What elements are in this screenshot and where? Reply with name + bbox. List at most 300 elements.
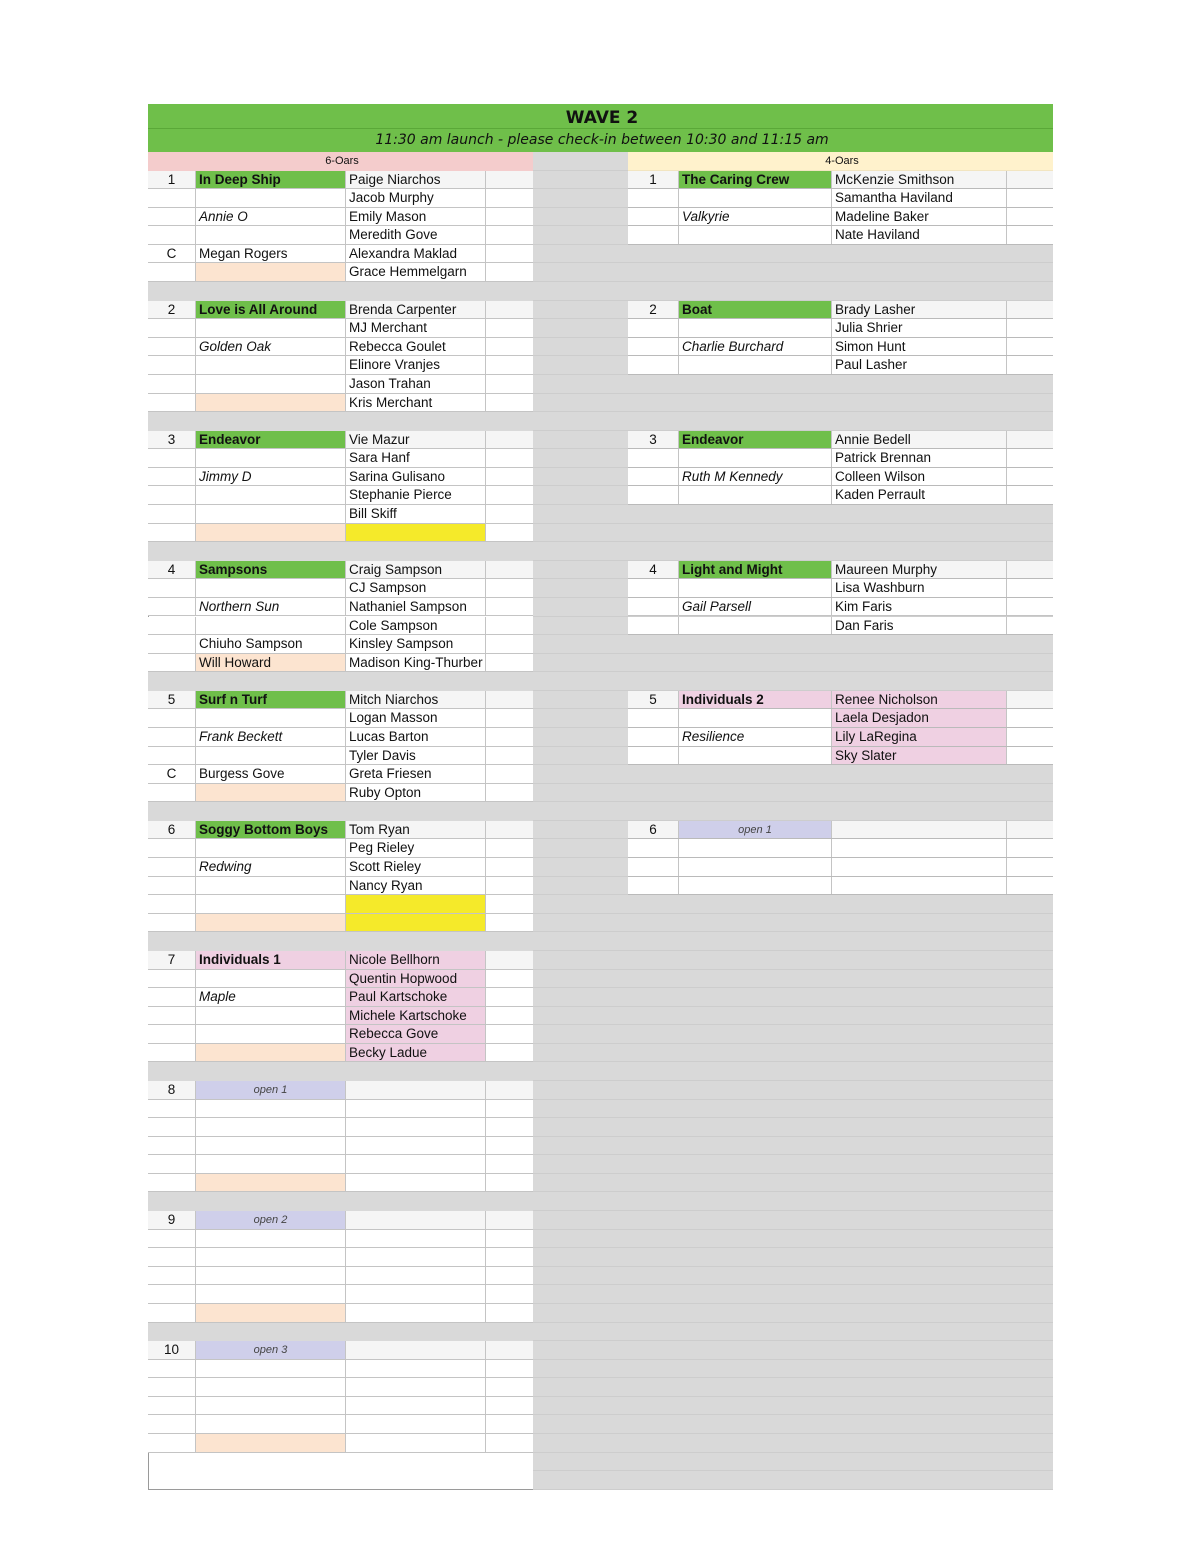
note-cell xyxy=(485,914,533,933)
team-column-cell xyxy=(678,839,831,858)
note-cell xyxy=(485,579,533,598)
rower-name: Kris Merchant xyxy=(345,394,485,413)
team-column-cell xyxy=(195,877,345,896)
note-cell xyxy=(1006,189,1053,208)
cox-name: Megan Rogers xyxy=(195,245,345,264)
grid-line xyxy=(533,1043,1053,1044)
grid-line xyxy=(533,262,1053,263)
grid-line xyxy=(533,1340,1053,1341)
team-column-cell xyxy=(195,1285,345,1304)
boat-number-cell xyxy=(148,1007,195,1026)
team-column-cell xyxy=(678,449,831,468)
boat-number-cell xyxy=(148,654,195,673)
boat-number-cell xyxy=(148,1434,195,1453)
team-column-cell xyxy=(195,486,345,505)
note-cell xyxy=(485,821,533,840)
rower-name xyxy=(831,821,1006,840)
rower-name: Craig Sampson xyxy=(345,561,485,580)
note-cell xyxy=(1006,301,1053,320)
boat-number-cell xyxy=(148,598,195,617)
team-column-cell xyxy=(195,505,345,524)
grid-line xyxy=(533,467,1053,468)
team-column-cell xyxy=(195,449,345,468)
boat-number-cell xyxy=(628,877,678,896)
boat-name: Frank Beckett xyxy=(195,728,345,747)
rower-name: Maureen Murphy xyxy=(831,561,1006,580)
boat-number-cell xyxy=(628,226,678,245)
boat-name: Jimmy D xyxy=(195,468,345,487)
block-spacer xyxy=(148,1323,533,1342)
rower-name: Elinore Vranjes xyxy=(345,356,485,375)
rower-name: Colleen Wilson xyxy=(831,468,1006,487)
rower-name: Laela Desjadon xyxy=(831,709,1006,728)
extra-slot xyxy=(195,914,345,933)
rower-name: Lily LaRegina xyxy=(831,728,1006,747)
boat-number-cell xyxy=(148,970,195,989)
rower-name: Brady Lasher xyxy=(831,301,1006,320)
rower-name: Bill Skiff xyxy=(345,505,485,524)
team-name: open 1 xyxy=(195,1081,345,1100)
boat-number: 6 xyxy=(628,821,678,840)
boat-name: Annie O xyxy=(195,208,345,227)
note-cell xyxy=(1006,691,1053,710)
note-cell xyxy=(485,1025,533,1044)
rower-name xyxy=(345,1211,485,1230)
note-cell xyxy=(485,524,533,543)
block-spacer xyxy=(148,802,533,821)
boat-number-cell xyxy=(148,524,195,543)
rower-name xyxy=(345,1378,485,1397)
team-name: Endeavor xyxy=(195,431,345,450)
team-column-cell xyxy=(678,747,831,766)
rower-name: Brenda Carpenter xyxy=(345,301,485,320)
team-name: In Deep Ship xyxy=(195,171,345,190)
boat-number-cell xyxy=(148,1100,195,1119)
team-column-cell xyxy=(195,839,345,858)
grid-line xyxy=(533,374,1053,375)
grid-line xyxy=(533,671,1053,672)
team-column-cell xyxy=(195,226,345,245)
grid-line xyxy=(533,597,1053,598)
boat-number-cell xyxy=(148,1397,195,1416)
boat-number-cell xyxy=(628,356,678,375)
rower-name: Patrick Brennan xyxy=(831,449,1006,468)
boat-name: Golden Oak xyxy=(195,338,345,357)
boat-name: Resilience xyxy=(678,728,831,747)
rower-name xyxy=(345,1304,485,1323)
grid-line xyxy=(533,1489,1053,1490)
rower-name: Paige Niarchos xyxy=(345,171,485,190)
team-column-cell xyxy=(195,1137,345,1156)
boat-name: Gail Parsell xyxy=(678,598,831,617)
rower-name: Alexandra Maklad xyxy=(345,245,485,264)
team-name: Sampsons xyxy=(195,561,345,580)
grid-line xyxy=(533,430,1053,431)
note-cell xyxy=(485,617,533,636)
team-column-cell xyxy=(195,617,345,636)
grid-line xyxy=(533,913,1053,914)
note-cell xyxy=(485,226,533,245)
team-name: Endeavor xyxy=(678,431,831,450)
rower-name: Sky Slater xyxy=(831,747,1006,766)
rower-name: Julia Shrier xyxy=(831,319,1006,338)
note-cell xyxy=(485,728,533,747)
team-column-cell xyxy=(678,579,831,598)
note-cell xyxy=(485,208,533,227)
note-cell xyxy=(485,1267,533,1286)
grid-line xyxy=(533,764,1053,765)
note-cell xyxy=(485,1007,533,1026)
team-column-cell xyxy=(678,226,831,245)
grid-line xyxy=(533,485,1053,486)
boat-number-cell xyxy=(628,449,678,468)
boat-number-cell xyxy=(148,1155,195,1174)
note-cell xyxy=(485,839,533,858)
boat-number-cell xyxy=(148,208,195,227)
team-column-cell xyxy=(678,877,831,896)
note-cell xyxy=(485,1100,533,1119)
note-cell xyxy=(485,988,533,1007)
team-column-cell xyxy=(195,1248,345,1267)
note-cell xyxy=(1006,579,1053,598)
team-column-cell xyxy=(195,319,345,338)
note-cell xyxy=(1006,617,1053,636)
block-spacer xyxy=(148,1062,533,1081)
grid-line xyxy=(533,523,1053,524)
team-name: Individuals 1 xyxy=(195,951,345,970)
boat-number-cell xyxy=(148,375,195,394)
boat-number-cell xyxy=(148,356,195,375)
rower-name: CJ Sampson xyxy=(345,579,485,598)
note-cell xyxy=(485,394,533,413)
note-cell xyxy=(1006,598,1053,617)
rower-name: Tom Ryan xyxy=(345,821,485,840)
grid-line xyxy=(533,1080,1053,1081)
note-cell xyxy=(485,635,533,654)
rower-name: Vie Mazur xyxy=(345,431,485,450)
rower-name xyxy=(345,1360,485,1379)
rower-name: Quentin Hopwood xyxy=(345,970,485,989)
grid-line xyxy=(533,1136,1053,1137)
note-cell xyxy=(485,338,533,357)
team-name: Love is All Around xyxy=(195,301,345,320)
note-cell xyxy=(485,1285,533,1304)
cox-name: Chiuho Sampson xyxy=(195,635,345,654)
note-cell xyxy=(1006,208,1053,227)
team-column-cell xyxy=(195,747,345,766)
boat-number-cell xyxy=(148,1137,195,1156)
grid-line xyxy=(533,857,1053,858)
boat-number-cell xyxy=(148,338,195,357)
extra-slot xyxy=(195,1044,345,1063)
team-name: open 3 xyxy=(195,1341,345,1360)
team-column-cell xyxy=(678,356,831,375)
boat-number-cell xyxy=(148,1174,195,1193)
note-cell xyxy=(1006,561,1053,580)
boat-number-cell xyxy=(148,914,195,933)
boat-number-cell xyxy=(148,1248,195,1267)
boat-number-cell xyxy=(148,189,195,208)
rower-name xyxy=(345,1100,485,1119)
rower-name xyxy=(345,1137,485,1156)
rower-name: MJ Merchant xyxy=(345,319,485,338)
team-column-cell xyxy=(195,1378,345,1397)
grid-line xyxy=(533,448,1053,449)
boat-number: 1 xyxy=(628,171,678,190)
grid-line xyxy=(533,969,1053,970)
boat-number-cell xyxy=(148,1415,195,1434)
rower-name: Michele Kartschoke xyxy=(345,1007,485,1026)
note-cell xyxy=(485,709,533,728)
grid-line xyxy=(533,1006,1053,1007)
boat-number-cell xyxy=(148,895,195,914)
note-cell xyxy=(485,301,533,320)
boat-number-cell xyxy=(628,858,678,877)
boat-number-cell xyxy=(148,1378,195,1397)
grid-line xyxy=(533,1322,1053,1323)
boat-name: Charlie Burchard xyxy=(678,338,831,357)
boat-number-cell xyxy=(148,226,195,245)
grid-line xyxy=(533,578,1053,579)
extra-slot xyxy=(195,1174,345,1193)
note-cell xyxy=(485,505,533,524)
note-cell xyxy=(485,486,533,505)
team-column-cell xyxy=(195,709,345,728)
grid-line xyxy=(533,393,1053,394)
team-column-cell xyxy=(195,1267,345,1286)
grid-line xyxy=(533,1303,1053,1304)
boat-number: 2 xyxy=(148,301,195,320)
rower-name: Paul Lasher xyxy=(831,356,1006,375)
boat-number-cell xyxy=(628,579,678,598)
cox-label: C xyxy=(148,245,195,264)
page-subtitle: 11:30 am launch - please check-in between 10:30 and 11:15 am xyxy=(375,132,829,148)
note-cell xyxy=(1006,171,1053,190)
boat-number-cell xyxy=(148,858,195,877)
note-cell xyxy=(485,356,533,375)
team-column-cell xyxy=(195,1100,345,1119)
grid-line xyxy=(533,188,1053,189)
grid-line xyxy=(533,708,1053,709)
team-column-cell xyxy=(195,895,345,914)
page-title: WAVE 2 xyxy=(565,108,639,128)
grid-line xyxy=(533,170,1053,171)
rower-name xyxy=(345,1341,485,1360)
rower-name xyxy=(345,914,485,933)
extra-slot xyxy=(195,263,345,282)
grid-line xyxy=(533,337,1053,338)
note-cell xyxy=(485,951,533,970)
extra-slot xyxy=(195,1434,345,1453)
rower-name xyxy=(831,839,1006,858)
rower-name: Madison King-Thurber xyxy=(345,654,485,673)
boat-number-cell xyxy=(628,598,678,617)
note-cell xyxy=(485,598,533,617)
team-name: Individuals 2 xyxy=(678,691,831,710)
rower-name xyxy=(345,1267,485,1286)
rower-name: Kaden Perrault xyxy=(831,486,1006,505)
extra-name: Will Howard xyxy=(195,654,345,673)
grid-line xyxy=(533,1396,1053,1397)
boat-number: 4 xyxy=(148,561,195,580)
section-label-6-oars: 6-Oars xyxy=(148,152,533,171)
boat-number: 6 xyxy=(148,821,195,840)
note-cell xyxy=(1006,486,1053,505)
team-column-cell xyxy=(195,579,345,598)
boat-name: Maple xyxy=(195,988,345,1007)
note-cell xyxy=(485,895,533,914)
boat-name: Valkyrie xyxy=(678,208,831,227)
boat-number: 5 xyxy=(148,691,195,710)
note-cell xyxy=(485,1081,533,1100)
grid-line xyxy=(533,1247,1053,1248)
note-cell xyxy=(1006,338,1053,357)
rower-name: Sara Hanf xyxy=(345,449,485,468)
boat-number-cell xyxy=(148,263,195,282)
rower-name xyxy=(345,524,485,543)
grid-line xyxy=(533,1024,1053,1025)
grid-line xyxy=(533,653,1053,654)
rower-name xyxy=(345,895,485,914)
boat-number-cell xyxy=(148,1285,195,1304)
grid-line xyxy=(533,931,1053,932)
rower-name: Samantha Haviland xyxy=(831,189,1006,208)
grid-line xyxy=(533,411,1053,412)
note-cell xyxy=(485,561,533,580)
note-cell xyxy=(485,171,533,190)
rower-name: Paul Kartschoke xyxy=(345,988,485,1007)
rower-name: Logan Masson xyxy=(345,709,485,728)
boat-number: 3 xyxy=(148,431,195,450)
note-cell xyxy=(485,858,533,877)
team-name: open 1 xyxy=(678,821,831,840)
team-name: Light and Might xyxy=(678,561,831,580)
rower-name: Annie Bedell xyxy=(831,431,1006,450)
rower-name: Peg Rieley xyxy=(345,839,485,858)
grid-line xyxy=(533,355,1053,356)
grid-line xyxy=(533,1210,1053,1211)
section-label-4-oars: 4-Oars xyxy=(628,152,1053,171)
team-column-cell xyxy=(195,1007,345,1026)
block-spacer xyxy=(148,932,533,951)
boat-number-cell xyxy=(628,747,678,766)
boat-number-cell xyxy=(148,505,195,524)
rower-name: Dan Faris xyxy=(831,617,1006,636)
team-column-cell xyxy=(195,356,345,375)
rower-name: Mitch Niarchos xyxy=(345,691,485,710)
rower-name: Grace Hemmelgarn xyxy=(345,263,485,282)
rower-name xyxy=(345,1118,485,1137)
rower-name: Simon Hunt xyxy=(831,338,1006,357)
rower-name xyxy=(345,1397,485,1416)
boat-number-cell xyxy=(148,839,195,858)
rower-name: Jacob Murphy xyxy=(345,189,485,208)
grid-line xyxy=(533,1414,1053,1415)
note-cell xyxy=(485,1415,533,1434)
team-column-cell xyxy=(195,1397,345,1416)
boat-number-cell xyxy=(628,728,678,747)
boat-name: Ruth M Kennedy xyxy=(678,468,831,487)
team-column-cell xyxy=(195,970,345,989)
rower-name xyxy=(345,1248,485,1267)
note-cell xyxy=(1006,858,1053,877)
boat-number-cell xyxy=(148,468,195,487)
note-cell xyxy=(1006,226,1053,245)
note-cell xyxy=(485,1137,533,1156)
grid-line xyxy=(533,225,1053,226)
block-spacer xyxy=(148,672,533,691)
boat-number-cell xyxy=(628,839,678,858)
boat-number-cell xyxy=(148,394,195,413)
grid-line xyxy=(533,801,1053,802)
cox-name: Burgess Gove xyxy=(195,765,345,784)
boat-number-cell xyxy=(148,1118,195,1137)
boat-number: 10 xyxy=(148,1341,195,1360)
rower-name xyxy=(345,1230,485,1249)
note-cell xyxy=(485,1118,533,1137)
boat-number-cell xyxy=(628,208,678,227)
note-cell xyxy=(485,654,533,673)
boat-number-cell xyxy=(148,1044,195,1063)
team-column-cell xyxy=(195,1155,345,1174)
team-name: Surf n Turf xyxy=(195,691,345,710)
rower-name: Kim Faris xyxy=(831,598,1006,617)
rower-name: Nate Haviland xyxy=(831,226,1006,245)
note-cell xyxy=(1006,449,1053,468)
note-cell xyxy=(485,1378,533,1397)
boat-number: 5 xyxy=(628,691,678,710)
grid-line xyxy=(533,838,1053,839)
grid-line xyxy=(533,504,1053,505)
rower-name: Emily Mason xyxy=(345,208,485,227)
team-column-cell xyxy=(195,1415,345,1434)
team-column-cell xyxy=(195,1118,345,1137)
team-column-cell xyxy=(195,189,345,208)
note-cell xyxy=(1006,839,1053,858)
note-cell xyxy=(485,1397,533,1416)
boat-number-cell xyxy=(148,617,195,636)
center-gap-column xyxy=(533,171,628,1490)
grid-line xyxy=(533,1266,1053,1267)
boat-number-cell xyxy=(628,468,678,487)
note-cell xyxy=(485,1341,533,1360)
team-column-cell xyxy=(678,617,831,636)
block-spacer xyxy=(148,542,533,561)
rower-name: Renee Nicholson xyxy=(831,691,1006,710)
boat-number-cell xyxy=(628,319,678,338)
rower-name: Ruby Opton xyxy=(345,784,485,803)
boat-number: 8 xyxy=(148,1081,195,1100)
note-cell xyxy=(485,1248,533,1267)
extra-slot xyxy=(195,524,345,543)
block-spacer xyxy=(148,412,533,431)
note-cell xyxy=(485,1155,533,1174)
boat-number-cell xyxy=(628,486,678,505)
boat-number-cell xyxy=(148,1025,195,1044)
note-cell xyxy=(485,784,533,803)
grid-line xyxy=(533,1117,1053,1118)
team-name: The Caring Crew xyxy=(678,171,831,190)
grid-line xyxy=(533,1377,1053,1378)
boat-number: 7 xyxy=(148,951,195,970)
rower-name: Meredith Gove xyxy=(345,226,485,245)
note-cell xyxy=(485,1230,533,1249)
team-name: Boat xyxy=(678,301,831,320)
note-cell xyxy=(1006,709,1053,728)
grid-line xyxy=(533,727,1053,728)
boat-number-cell xyxy=(148,728,195,747)
note-cell xyxy=(1006,468,1053,487)
